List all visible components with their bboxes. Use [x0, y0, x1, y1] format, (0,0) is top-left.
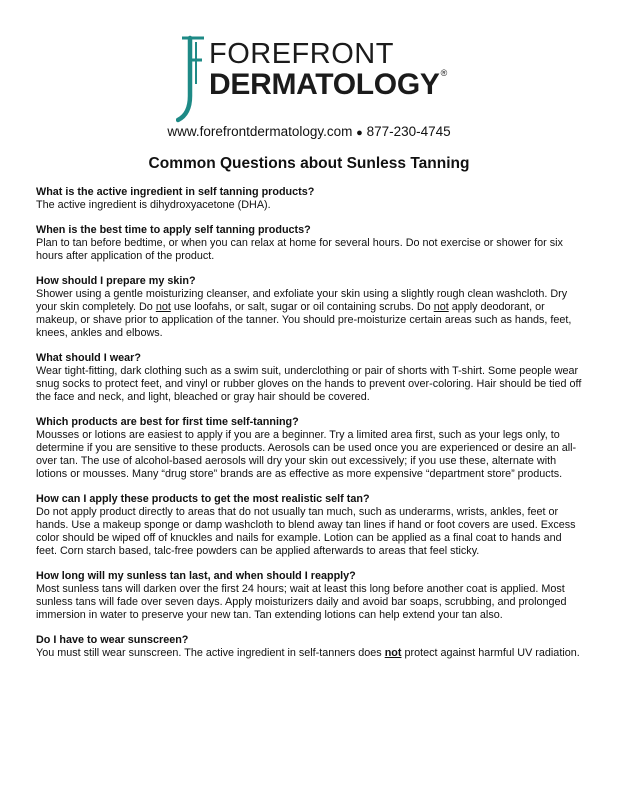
- page-title: Common Questions about Sunless Tanning: [148, 155, 470, 172]
- faq-answer: The active ingredient is dihydroxyacetone (DHA).: [36, 199, 271, 211]
- separator-dot: ●: [356, 127, 363, 139]
- faq-answer: Mousses or lotions are easiest to apply if you are a beginner. Try a limited area first, such as your legs only, to determine if you are sensitive to these products. Aerosols can be used once you are experienced or desire an all-over tan. The use of alcohol-based aerosols will dry your skin out excessively; if you use these, alternate with lotions or mousses. Many “drug store” brands are as effective as more expensive “department store” products.: [36, 429, 577, 480]
- brand-logo: [176, 34, 466, 124]
- brand-name-line1: FOREFRONT: [209, 38, 394, 70]
- faq-answer: Do not apply product directly to areas that do not usually tan much, such as underarms, wrists, ankles, feet or hands. Use a makeup sponge or damp washcloth to blend away tan lines if hand or foot covers are used. Excess color should be wiped off of knuckles and nails for example. Lotion can be applied as a final coat to hands and feet. Corn starch based, talc-free powders can be applied afterwards to areas that feel sticky.: [36, 506, 576, 557]
- faq-item: [36, 634, 584, 660]
- emphasis-not: not: [384, 647, 402, 659]
- faq-question: Which products are best for first time self-tanning?: [36, 416, 299, 428]
- faq-answer: Shower using a gentle moisturizing cleanser, and exfoliate your skin using a slightly rough clean washcloth. Dry your skin completely. Do not use loofahs, or salt, sugar or oil containing scrubs. Do not apply deodorant, or makeup, or shave prior to application of the tanner. You should pre-moisturize certain areas such as hands, feet, knees, ankles and elbows.: [36, 288, 572, 339]
- faq-answer: Most sunless tans will darken over the first 24 hours; wait at least this long before another coat is applied. Most sunless tans will fade over seven days. Apply moisturizers daily and avoid bar soaps, scrubbing, and prolonged immersion in water to preserve your new tan. Tan extending lotions can help extend your tan also.: [36, 583, 567, 621]
- emphasis-not: not: [155, 301, 171, 313]
- faq-item: [36, 224, 584, 263]
- faq-question: How should I prepare my skin?: [36, 275, 196, 287]
- faq-list: [36, 186, 584, 672]
- faq-question: What should I wear?: [36, 352, 141, 364]
- faq-item: [36, 275, 584, 340]
- faq-question: When is the best time to apply self tanning products?: [36, 224, 311, 236]
- faq-item: [36, 416, 584, 481]
- registered-mark: ®: [440, 68, 447, 78]
- faq-item: [36, 186, 584, 212]
- faq-answer: You must still wear sunscreen. The active ingredient in self-tanners does not protect against harmful UV radiation.: [36, 647, 580, 659]
- emphasis-not: not: [433, 301, 449, 313]
- phone-number[interactable]: 877-230-4745: [366, 124, 451, 139]
- faq-question: How long will my sunless tan last, and when should I reapply?: [36, 570, 356, 582]
- website-link[interactable]: www.forefrontdermatology.com: [167, 124, 353, 139]
- brand-name-line2: DERMATOLOGY®: [209, 68, 447, 101]
- faq-answer: Plan to tan before bedtime, or when you can relax at home for several hours. Do not exercise or shower for six hours after application of the product.: [36, 237, 563, 262]
- faq-item: [36, 352, 584, 404]
- faq-item: [36, 570, 584, 622]
- faq-question: What is the active ingredient in self tanning products?: [36, 186, 315, 198]
- contact-line: [0, 124, 618, 139]
- forefront-logo-icon: [176, 34, 206, 124]
- faq-answer: Wear tight-fitting, dark clothing such as a swim suit, underclothing or pair of shorts with T-shirt. Some people wear snug socks to protect feet, and vinyl or rubber gloves on the hands to prevent over-coloring. Hair should be tied off the face and neck, and light, bleached or gray hair should be covered.: [36, 365, 582, 403]
- faq-question: How can I apply these products to get the most realistic self tan?: [36, 493, 370, 505]
- faq-item: [36, 493, 584, 558]
- faq-question: Do I have to wear sunscreen?: [36, 634, 189, 646]
